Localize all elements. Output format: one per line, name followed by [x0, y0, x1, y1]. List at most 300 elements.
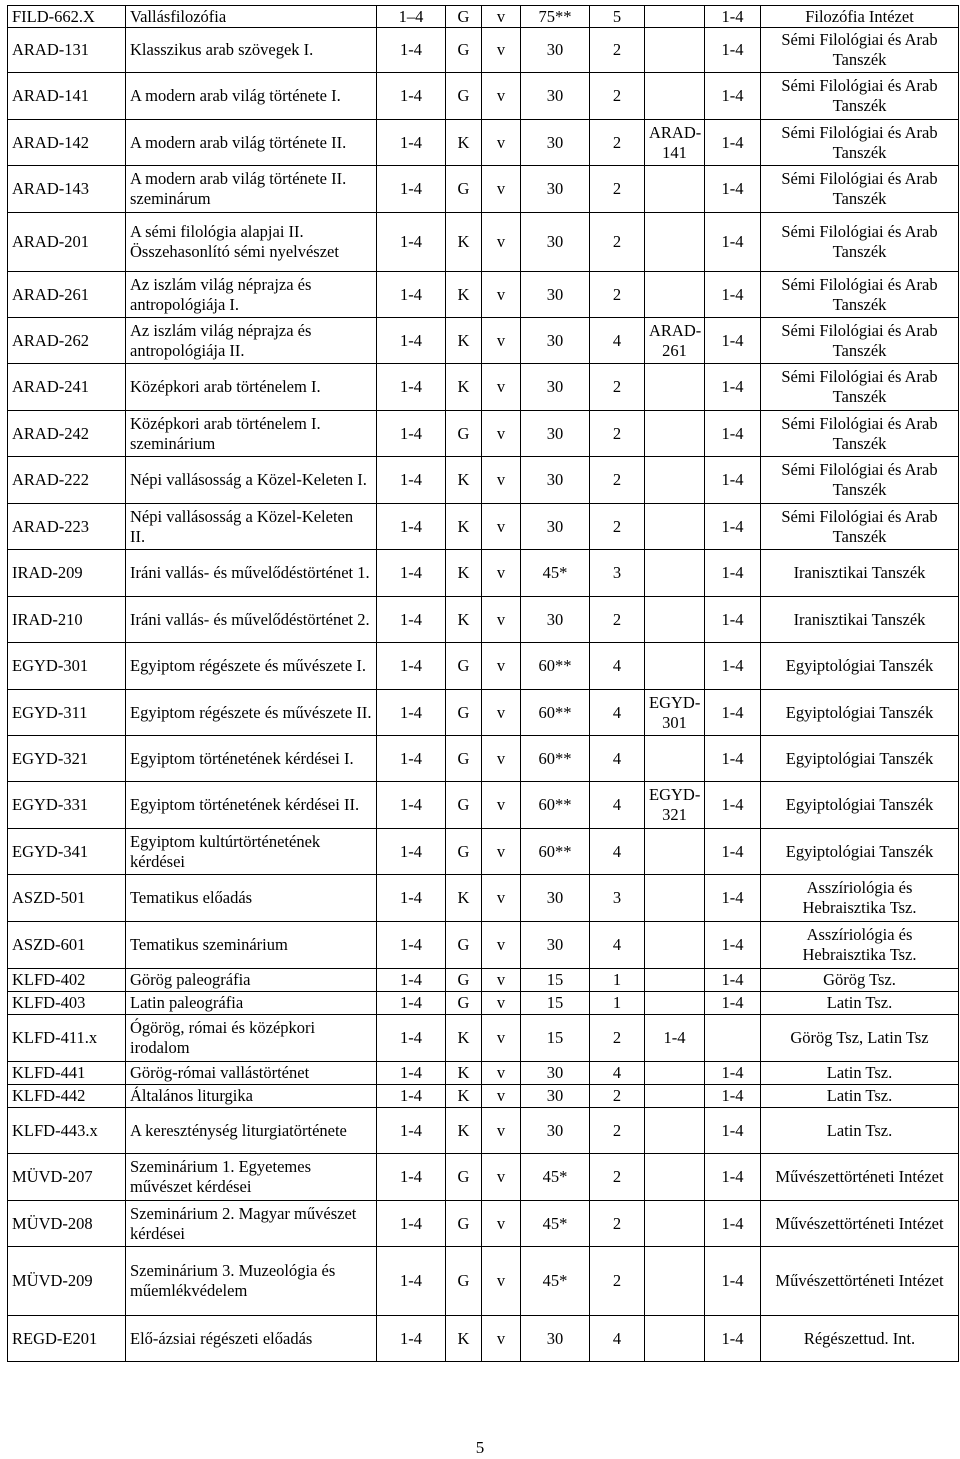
cell-prereq [645, 166, 705, 213]
cell-dept: Asszíriológia és Hebraisztika Tsz. [761, 875, 959, 922]
cell-sem: 1-4 [377, 1062, 446, 1085]
cell-rec: 1-4 [705, 6, 761, 28]
cell-title: Az iszlám világ néprajza és antropológiája II. [126, 318, 377, 364]
cell-rec: 1-4 [705, 1062, 761, 1085]
table-row [8, 411, 959, 457]
cell-hours: 30 [521, 1108, 590, 1154]
cell-dept: Művészettörténeti Intézet [761, 1154, 959, 1201]
cell-code: MÜVD-208 [8, 1201, 126, 1247]
cell-exam: v [482, 782, 521, 829]
cell-code: MÜVD-209 [8, 1247, 126, 1316]
cell-dept: Sémi Filológiai és Arab Tanszék [761, 73, 959, 120]
cell-dept: Egyiptológiai Tanszék [761, 690, 959, 736]
cell-title: Tematikus előadás [126, 875, 377, 922]
cell-credits: 2 [590, 73, 645, 120]
cell-code: ARAD-261 [8, 272, 126, 318]
cell-rec [705, 1015, 761, 1062]
cell-type: G [446, 992, 482, 1015]
cell-rec: 1-4 [705, 1108, 761, 1154]
cell-code: KLFD-441 [8, 1062, 126, 1085]
cell-credits: 4 [590, 782, 645, 829]
cell-sem: 1-4 [377, 969, 446, 992]
cell-title: Egyiptom kultúrtörténetének kérdései [126, 829, 377, 875]
cell-credits: 3 [590, 875, 645, 922]
cell-hours: 60** [521, 736, 590, 782]
cell-code: ASZD-501 [8, 875, 126, 922]
cell-credits: 2 [590, 364, 645, 411]
cell-dept: Latin Tsz. [761, 1108, 959, 1154]
cell-hours: 30 [521, 28, 590, 73]
table-row [8, 28, 959, 73]
cell-exam: v [482, 120, 521, 166]
cell-title: Iráni vallás- és művelődéstörténet 2. [126, 597, 377, 643]
cell-credits: 1 [590, 969, 645, 992]
table-row [8, 1247, 959, 1316]
cell-prereq: ARAD-141 [645, 120, 705, 166]
cell-dept: Sémi Filológiai és Arab Tanszék [761, 318, 959, 364]
cell-rec: 1-4 [705, 364, 761, 411]
cell-type: K [446, 504, 482, 550]
cell-sem: 1-4 [377, 643, 446, 690]
cell-dept: Egyiptológiai Tanszék [761, 829, 959, 875]
cell-rec: 1-4 [705, 597, 761, 643]
cell-hours: 15 [521, 969, 590, 992]
cell-dept: Sémi Filológiai és Arab Tanszék [761, 411, 959, 457]
cell-credits: 4 [590, 922, 645, 969]
cell-prereq: ARAD-261 [645, 318, 705, 364]
cell-hours: 60** [521, 643, 590, 690]
cell-dept: Művészettörténeti Intézet [761, 1201, 959, 1247]
cell-dept: Sémi Filológiai és Arab Tanszék [761, 364, 959, 411]
cell-exam: v [482, 1085, 521, 1108]
table-row [8, 597, 959, 643]
cell-code: KLFD-403 [8, 992, 126, 1015]
table-row [8, 1201, 959, 1247]
cell-type: G [446, 28, 482, 73]
cell-exam: v [482, 690, 521, 736]
cell-hours: 30 [521, 364, 590, 411]
cell-type: G [446, 1201, 482, 1247]
cell-type: K [446, 1062, 482, 1085]
cell-title: Népi vallásosság a Közel-Keleten II. [126, 504, 377, 550]
cell-type: K [446, 213, 482, 272]
cell-rec: 1-4 [705, 1247, 761, 1316]
cell-code: ARAD-262 [8, 318, 126, 364]
cell-dept: Régészettud. Int. [761, 1316, 959, 1362]
cell-type: K [446, 550, 482, 597]
cell-code: ARAD-241 [8, 364, 126, 411]
cell-rec: 1-4 [705, 643, 761, 690]
cell-exam: v [482, 411, 521, 457]
cell-credits: 2 [590, 597, 645, 643]
cell-prereq [645, 922, 705, 969]
cell-title: Klasszikus arab szövegek I. [126, 28, 377, 73]
cell-code: IRAD-209 [8, 550, 126, 597]
cell-title: Egyiptom történetének kérdései I. [126, 736, 377, 782]
table-row [8, 969, 959, 992]
cell-hours: 45* [521, 1247, 590, 1316]
cell-title: A modern arab világ története II. [126, 120, 377, 166]
cell-hours: 15 [521, 992, 590, 1015]
table-row [8, 120, 959, 166]
cell-type: K [446, 597, 482, 643]
cell-type: G [446, 782, 482, 829]
cell-sem: 1–4 [377, 6, 446, 28]
cell-hours: 45* [521, 550, 590, 597]
cell-prereq [645, 597, 705, 643]
cell-sem: 1-4 [377, 922, 446, 969]
table-row [8, 690, 959, 736]
cell-prereq [645, 875, 705, 922]
cell-hours: 30 [521, 922, 590, 969]
cell-title: A kereszténység liturgiatörténete [126, 1108, 377, 1154]
table-row [8, 1316, 959, 1362]
cell-dept: Sémi Filológiai és Arab Tanszék [761, 166, 959, 213]
cell-code: ASZD-601 [8, 922, 126, 969]
cell-sem: 1-4 [377, 1015, 446, 1062]
cell-sem: 1-4 [377, 411, 446, 457]
cell-hours: 45* [521, 1154, 590, 1201]
table-row [8, 272, 959, 318]
cell-prereq [645, 504, 705, 550]
cell-credits: 2 [590, 1201, 645, 1247]
cell-title: Szeminárium 3. Muzeológia és műemlékvédelem [126, 1247, 377, 1316]
cell-hours: 75** [521, 6, 590, 28]
cell-code: EGYD-311 [8, 690, 126, 736]
cell-prereq [645, 1108, 705, 1154]
table-row [8, 213, 959, 272]
cell-prereq [645, 992, 705, 1015]
cell-exam: v [482, 922, 521, 969]
cell-rec: 1-4 [705, 120, 761, 166]
table-row [8, 922, 959, 969]
cell-credits: 2 [590, 120, 645, 166]
table-row [8, 782, 959, 829]
cell-rec: 1-4 [705, 28, 761, 73]
cell-prereq: EGYD-321 [645, 782, 705, 829]
cell-credits: 5 [590, 6, 645, 28]
cell-exam: v [482, 73, 521, 120]
table-row [8, 73, 959, 120]
table-row [8, 736, 959, 782]
cell-credits: 4 [590, 690, 645, 736]
cell-dept: Görög Tsz. [761, 969, 959, 992]
cell-prereq [645, 28, 705, 73]
cell-hours: 30 [521, 1085, 590, 1108]
cell-type: G [446, 1247, 482, 1316]
cell-dept: Sémi Filológiai és Arab Tanszék [761, 120, 959, 166]
cell-title: Elő-ázsiai régészeti előadás [126, 1316, 377, 1362]
cell-rec: 1-4 [705, 318, 761, 364]
cell-type: K [446, 875, 482, 922]
cell-type: G [446, 6, 482, 28]
cell-exam: v [482, 875, 521, 922]
cell-title: Középkori arab történelem I. [126, 364, 377, 411]
cell-sem: 1-4 [377, 28, 446, 73]
cell-code: EGYD-301 [8, 643, 126, 690]
cell-rec: 1-4 [705, 1085, 761, 1108]
cell-code: ARAD-142 [8, 120, 126, 166]
cell-title: Vallásfilozófia [126, 6, 377, 28]
page-number: 5 [475, 1438, 485, 1457]
table-row [8, 1015, 959, 1062]
cell-prereq [645, 829, 705, 875]
cell-hours: 60** [521, 829, 590, 875]
cell-credits: 3 [590, 550, 645, 597]
cell-hours: 30 [521, 1316, 590, 1362]
cell-rec: 1-4 [705, 1154, 761, 1201]
cell-sem: 1-4 [377, 829, 446, 875]
cell-exam: v [482, 550, 521, 597]
cell-exam: v [482, 1108, 521, 1154]
table-row [8, 992, 959, 1015]
cell-code: ARAD-222 [8, 457, 126, 504]
cell-exam: v [482, 457, 521, 504]
cell-prereq [645, 969, 705, 992]
cell-rec: 1-4 [705, 829, 761, 875]
cell-type: G [446, 1154, 482, 1201]
cell-code: IRAD-210 [8, 597, 126, 643]
cell-sem: 1-4 [377, 457, 446, 504]
cell-sem: 1-4 [377, 213, 446, 272]
cell-credits: 4 [590, 829, 645, 875]
cell-sem: 1-4 [377, 782, 446, 829]
cell-sem: 1-4 [377, 1108, 446, 1154]
cell-exam: v [482, 643, 521, 690]
cell-credits: 2 [590, 1154, 645, 1201]
cell-credits: 2 [590, 28, 645, 73]
cell-rec: 1-4 [705, 969, 761, 992]
cell-type: K [446, 1085, 482, 1108]
cell-credits: 2 [590, 1015, 645, 1062]
table-row [8, 6, 959, 28]
course-table [7, 5, 959, 1362]
cell-title: Egyiptom régészete és művészete I. [126, 643, 377, 690]
cell-exam: v [482, 1316, 521, 1362]
cell-sem: 1-4 [377, 992, 446, 1015]
cell-prereq [645, 1062, 705, 1085]
cell-prereq [645, 457, 705, 504]
cell-sem: 1-4 [377, 73, 446, 120]
cell-title: Egyiptom történetének kérdései II. [126, 782, 377, 829]
cell-dept: Egyiptológiai Tanszék [761, 736, 959, 782]
cell-code: ARAD-131 [8, 28, 126, 73]
cell-hours: 30 [521, 597, 590, 643]
cell-code: REGD-E201 [8, 1316, 126, 1362]
cell-hours: 30 [521, 318, 590, 364]
cell-exam: v [482, 364, 521, 411]
cell-type: G [446, 922, 482, 969]
cell-rec: 1-4 [705, 272, 761, 318]
cell-rec: 1-4 [705, 690, 761, 736]
cell-credits: 2 [590, 1108, 645, 1154]
cell-sem: 1-4 [377, 597, 446, 643]
cell-prereq [645, 736, 705, 782]
cell-hours: 30 [521, 504, 590, 550]
cell-type: K [446, 364, 482, 411]
cell-rec: 1-4 [705, 457, 761, 504]
cell-dept: Latin Tsz. [761, 992, 959, 1015]
table-row [8, 166, 959, 213]
cell-prereq [645, 1316, 705, 1362]
cell-title: Az iszlám világ néprajza és antropológiája I. [126, 272, 377, 318]
cell-prereq [645, 1085, 705, 1108]
table-row [8, 1154, 959, 1201]
cell-rec: 1-4 [705, 411, 761, 457]
cell-exam: v [482, 28, 521, 73]
cell-credits: 2 [590, 457, 645, 504]
cell-code: ARAD-201 [8, 213, 126, 272]
cell-rec: 1-4 [705, 1201, 761, 1247]
cell-hours: 30 [521, 166, 590, 213]
cell-hours: 30 [521, 457, 590, 504]
cell-title: Általános liturgika [126, 1085, 377, 1108]
cell-credits: 4 [590, 643, 645, 690]
cell-code: EGYD-321 [8, 736, 126, 782]
cell-type: G [446, 829, 482, 875]
cell-dept: Iranisztikai Tanszék [761, 597, 959, 643]
cell-title: A modern arab világ története II. szeminárum [126, 166, 377, 213]
cell-code: KLFD-442 [8, 1085, 126, 1108]
cell-title: Iráni vallás- és művelődéstörténet 1. [126, 550, 377, 597]
cell-title: A sémi filológia alapjai II. Összehasonlító sémi nyelvészet [126, 213, 377, 272]
cell-sem: 1-4 [377, 1316, 446, 1362]
cell-sem: 1-4 [377, 272, 446, 318]
cell-code: ARAD-223 [8, 504, 126, 550]
cell-credits: 2 [590, 504, 645, 550]
cell-credits: 1 [590, 992, 645, 1015]
cell-rec: 1-4 [705, 504, 761, 550]
cell-rec: 1-4 [705, 550, 761, 597]
cell-sem: 1-4 [377, 1154, 446, 1201]
cell-credits: 2 [590, 1085, 645, 1108]
cell-dept: Egyiptológiai Tanszék [761, 782, 959, 829]
cell-sem: 1-4 [377, 504, 446, 550]
cell-type: G [446, 643, 482, 690]
cell-title: Ógörög, római és középkori irodalom [126, 1015, 377, 1062]
cell-exam: v [482, 213, 521, 272]
cell-type: K [446, 1015, 482, 1062]
cell-prereq [645, 1247, 705, 1316]
table-row [8, 504, 959, 550]
cell-code: ARAD-242 [8, 411, 126, 457]
cell-prereq [645, 643, 705, 690]
cell-title: Latin paleográfia [126, 992, 377, 1015]
cell-sem: 1-4 [377, 550, 446, 597]
cell-dept: Asszíriológia és Hebraisztika Tsz. [761, 922, 959, 969]
cell-credits: 4 [590, 1062, 645, 1085]
cell-sem: 1-4 [377, 690, 446, 736]
cell-rec: 1-4 [705, 166, 761, 213]
cell-rec: 1-4 [705, 1316, 761, 1362]
cell-rec: 1-4 [705, 73, 761, 120]
table-row [8, 643, 959, 690]
table-row [8, 1062, 959, 1085]
table-row [8, 364, 959, 411]
cell-dept: Sémi Filológiai és Arab Tanszék [761, 504, 959, 550]
cell-dept: Görög Tsz, Latin Tsz [761, 1015, 959, 1062]
cell-hours: 30 [521, 1062, 590, 1085]
document-page [7, 5, 958, 1362]
cell-title: A modern arab világ története I. [126, 73, 377, 120]
cell-type: K [446, 272, 482, 318]
cell-sem: 1-4 [377, 364, 446, 411]
cell-rec: 1-4 [705, 992, 761, 1015]
cell-credits: 2 [590, 213, 645, 272]
cell-dept: Művészettörténeti Intézet [761, 1247, 959, 1316]
cell-exam: v [482, 1015, 521, 1062]
cell-prereq [645, 1154, 705, 1201]
table-row [8, 1108, 959, 1154]
cell-dept: Filozófia Intézet [761, 6, 959, 28]
cell-title: Tematikus szeminárium [126, 922, 377, 969]
cell-exam: v [482, 736, 521, 782]
cell-exam: v [482, 272, 521, 318]
cell-prereq [645, 550, 705, 597]
cell-type: G [446, 969, 482, 992]
cell-dept: Sémi Filológiai és Arab Tanszék [761, 457, 959, 504]
cell-title: Középkori arab történelem I. szeminárium [126, 411, 377, 457]
cell-prereq: EGYD-301 [645, 690, 705, 736]
cell-code: KLFD-443.x [8, 1108, 126, 1154]
cell-hours: 45* [521, 1201, 590, 1247]
cell-exam: v [482, 1062, 521, 1085]
cell-type: G [446, 736, 482, 782]
cell-type: G [446, 166, 482, 213]
cell-exam: v [482, 504, 521, 550]
cell-credits: 4 [590, 318, 645, 364]
cell-sem: 1-4 [377, 1085, 446, 1108]
cell-credits: 2 [590, 411, 645, 457]
cell-type: K [446, 1108, 482, 1154]
cell-code: KLFD-411.x [8, 1015, 126, 1062]
cell-sem: 1-4 [377, 875, 446, 922]
cell-type: G [446, 690, 482, 736]
cell-title: Görög paleográfia [126, 969, 377, 992]
cell-title: Görög-római vallástörténet [126, 1062, 377, 1085]
cell-dept: Latin Tsz. [761, 1062, 959, 1085]
cell-credits: 4 [590, 736, 645, 782]
cell-hours: 30 [521, 272, 590, 318]
cell-prereq [645, 1201, 705, 1247]
cell-hours: 30 [521, 411, 590, 457]
cell-exam: v [482, 1201, 521, 1247]
cell-prereq [645, 364, 705, 411]
cell-sem: 1-4 [377, 1201, 446, 1247]
cell-type: G [446, 411, 482, 457]
cell-dept: Sémi Filológiai és Arab Tanszék [761, 213, 959, 272]
cell-dept: Iranisztikai Tanszék [761, 550, 959, 597]
cell-code: ARAD-143 [8, 166, 126, 213]
cell-title: Népi vallásosság a Közel-Keleten I. [126, 457, 377, 504]
cell-type: K [446, 457, 482, 504]
cell-code: EGYD-331 [8, 782, 126, 829]
cell-code: MÜVD-207 [8, 1154, 126, 1201]
cell-sem: 1-4 [377, 318, 446, 364]
cell-type: G [446, 73, 482, 120]
cell-exam: v [482, 992, 521, 1015]
cell-rec: 1-4 [705, 736, 761, 782]
cell-type: K [446, 1316, 482, 1362]
cell-hours: 60** [521, 782, 590, 829]
cell-title: Egyiptom régészete és művészete II. [126, 690, 377, 736]
cell-type: K [446, 120, 482, 166]
cell-rec: 1-4 [705, 922, 761, 969]
cell-type: K [446, 318, 482, 364]
table-row [8, 457, 959, 504]
cell-sem: 1-4 [377, 120, 446, 166]
cell-hours: 30 [521, 120, 590, 166]
